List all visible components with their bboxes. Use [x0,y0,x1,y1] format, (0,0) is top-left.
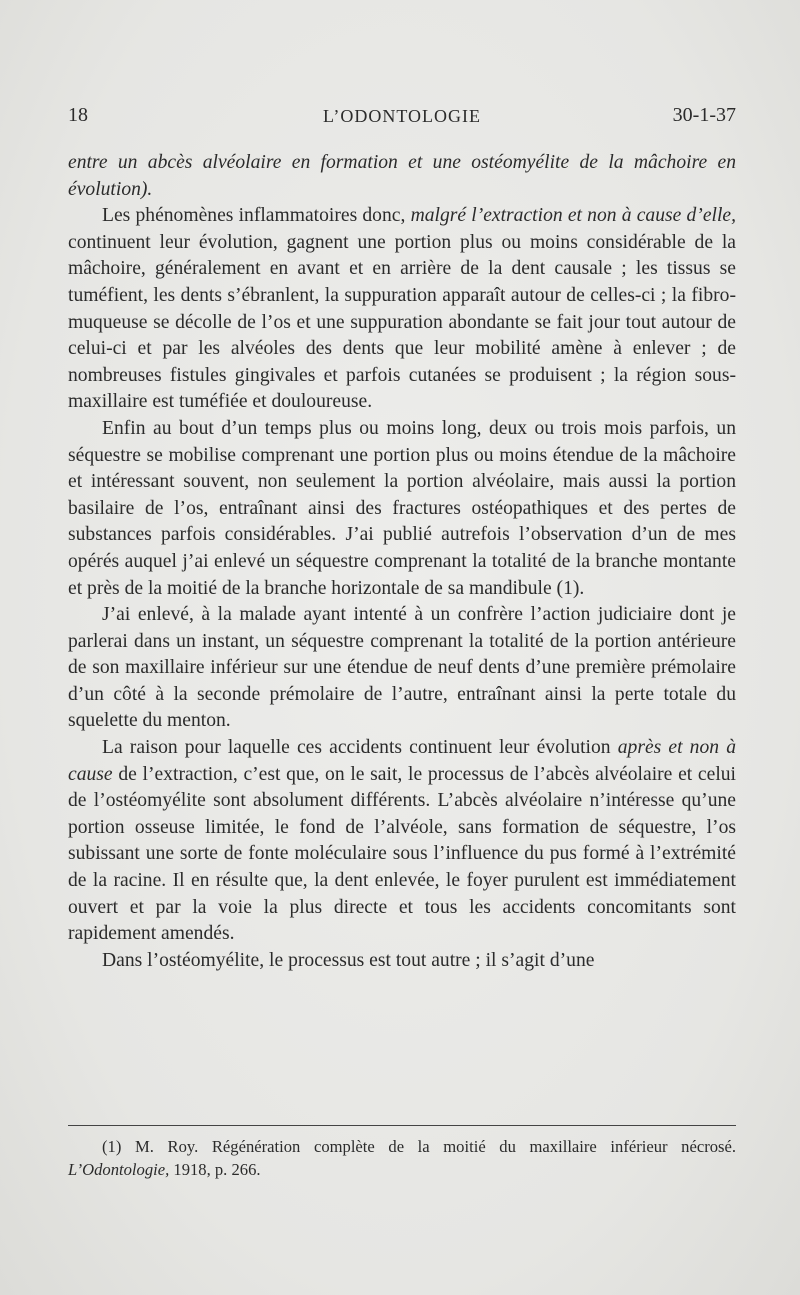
text-run: continuent leur évolution, gagnent une portion plus ou moins considérable de la mâchoire, généralement en avant et en arrière de la dent causale ; les tissus se tuméfient, les dents s’ébranlent, la suppuration apparaît autour de celles-ci ; la fibro-muqueuse se décolle de l’os et une suppuration abondante se fait jour tout autour de celui-ci et par les alvéoles des dents que leur mobilité amène à enlever ; de nombreuses fistules gingivales et parfois cutanées se produisent ; la région sous-maxillaire est tuméfiée et douloureuse. [68,231,736,413]
paragraph [68,735,736,948]
italic-text: entre un abcès alvéolaire en formation et une ostéomyélite de la mâchoire en évolution). [68,152,736,200]
paragraph: Dans l’ostéomyélite, le processus est tout autre ; il s’agit d’une [102,949,595,971]
italic-text: après et non à cause [68,737,736,785]
paragraph-continuation [68,150,736,203]
issue-date: 30-1-37 [672,104,736,126]
text-run: La raison pour laquelle ces accidents continuent leur évolution [102,737,618,759]
footnote-text: 1918, p. 266. [169,1160,261,1179]
page-number: 18 [68,104,88,126]
footnote [68,1135,736,1181]
italic-text: malgré l’extraction et non à cause d’elle, [410,205,736,227]
footnote-divider [68,1125,736,1126]
paragraph: Enfin au bout d’un temps plus ou moins long, deux ou trois mois parfois, un séquestre se mobilise comprenant une portion plus ou moins étendue de la mâchoire et intéressant souvent, non seulement la portion alvéolaire, mais aussi la portion basilaire de l’os, entraînant ainsi des fractures ostéopathiques et des pertes de substances parfois considérables. J’ai publié autrefois l’observation d’un de mes opérés auquel j’ai enlevé un séquestre comprenant la totalité de la branche montante et près de la moitié de la branche horizontale de sa mandibule (1). [68,417,736,599]
text-run: Les phénomènes inflammatoires donc, [102,205,411,227]
text-run: de l’extraction, c’est que, on le sait, le processus de l’abcès alvéolaire et celui de l’ostéomyélite sont absolument différents. L’abcès alvéolaire n’intéresse qu’une portion osseuse limitée, le fond de l’alvéole, sans formation de séquestre, l’os subissant une sorte de fonte moléculaire sous l’influence du pus formé à l’extrémité de la racine. Il en résulte que, la dent enlevée, le foyer purulent est immédiatement ouvert et par la voie la plus directe et tous les accidents concomitants sont rapidement amendés. [68,763,736,945]
paragraph [68,203,736,416]
running-title: L’ODONTOLOGIE [323,106,481,126]
page-header [68,104,736,134]
body-text [68,150,736,974]
paragraph: J’ai enlevé, à la malade ayant intenté à un confrère l’action judiciaire dont je parlerai dans un instant, un séquestre comprenant la totalité de la portion antérieure de son maxillaire inférieur sur une étendue de neuf dents d’une première prémolaire d’un côté à la seconde prémolaire de l’autre, entraînant ainsi la perte totale du squelette du menton. [68,604,736,732]
footnote-journal: L’Odontologie, [68,1160,170,1179]
footnote-text: (1) M. Roy. Régénération complète de la moitié du maxillaire inférieur nécrosé. [102,1137,736,1156]
